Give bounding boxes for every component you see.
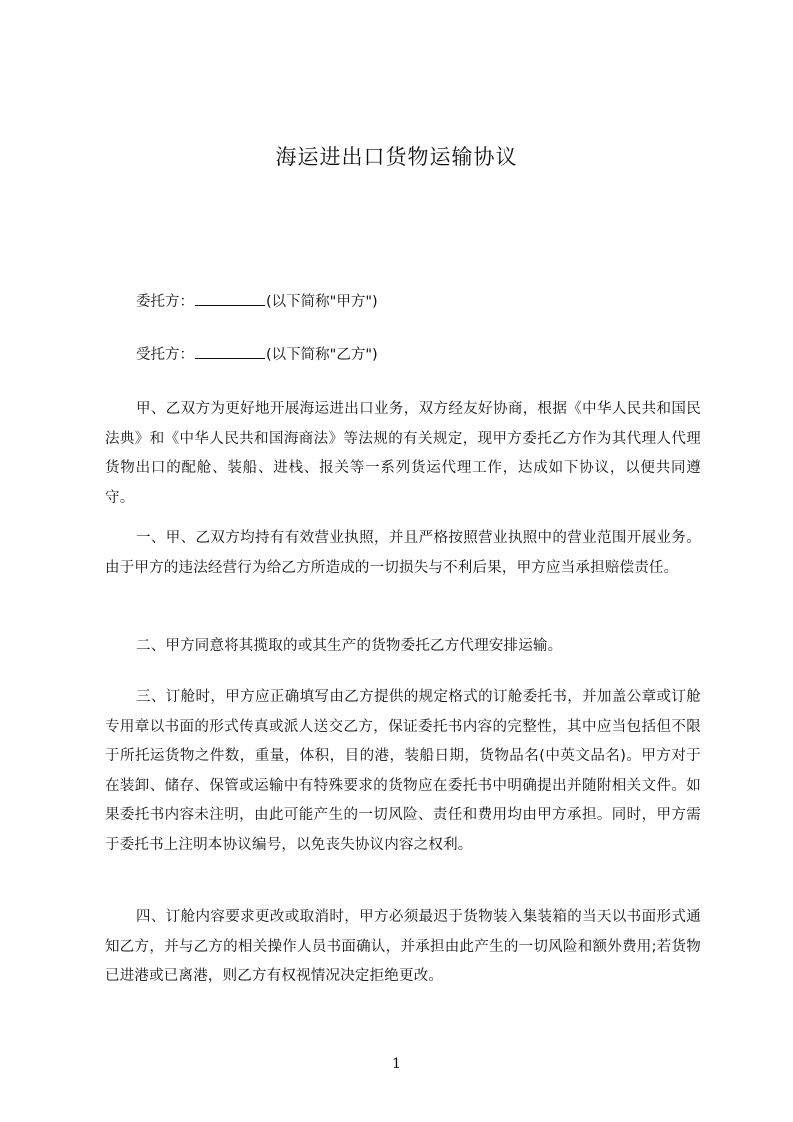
agent-party-line bbox=[136, 344, 378, 365]
agent-name-blank bbox=[195, 344, 265, 359]
agent-label: 受托方： bbox=[136, 347, 194, 363]
clause-3: 三、订舱时，甲方应正确填写由乙方提供的规定格式的订舱委托书，并加盖公章或订舱专用章以书面的形式传真或派人送交乙方，保证委托书内容的完整性，其中应当包括但不限于所托运货物之件数，重量，体积，目的港，装船日期，货物品名(中英文品名)。甲方对于在装卸、储存、保管或运输中有特殊要求的货物应在委托书中明确提出并随附相关文件。如果委托书内容未注明，由此可能产生的一切风险、责任和费用均由甲方承担。同时，甲方需于委托书上注明本协议编号，以免丧失协议内容之权利。 bbox=[105, 689, 701, 853]
clause-2: 二、甲方同意将其揽取的或其生产的货物委托乙方代理安排运输。 bbox=[136, 638, 563, 654]
client-party-line bbox=[136, 291, 378, 312]
document-title: 海运进出口货物运输协议 bbox=[275, 145, 518, 169]
page-number: 1 bbox=[392, 1056, 401, 1072]
intro-paragraph: 甲、乙双方为更好地开展海运进出口业务，双方经友好协商，根据《中华人民共和国民法典》和《中华人民共和国海商法》等法规的有关规定，现甲方委托乙方作为其代理人代理货物出口的配舱、装船、进栈、报关等一系列货运代理工作，达成如下协议，以便共同遵守。 bbox=[105, 401, 701, 506]
client-name-blank bbox=[195, 291, 265, 306]
clause-4: 四、订舱内容要求更改或取消时，甲方必须最迟于货物装入集装箱的当天以书面形式通知乙方，并与乙方的相关操作人员书面确认，并承担由此产生的一切风险和额外费用;若货物已进港或已离港，则乙方有权视情况决定拒绝更改。 bbox=[105, 909, 701, 985]
agent-suffix: (以下简称"乙方") bbox=[266, 347, 378, 363]
client-label: 委托方： bbox=[136, 294, 194, 310]
client-suffix: (以下简称"甲方") bbox=[266, 294, 378, 310]
clause-1: 一、甲、乙双方均持有有效营业执照，并且严格按照营业执照中的营业范围开展业务。由于甲方的违法经营行为给乙方所造成的一切损失与不利后果，甲方应当承担赔偿责任。 bbox=[105, 530, 701, 576]
